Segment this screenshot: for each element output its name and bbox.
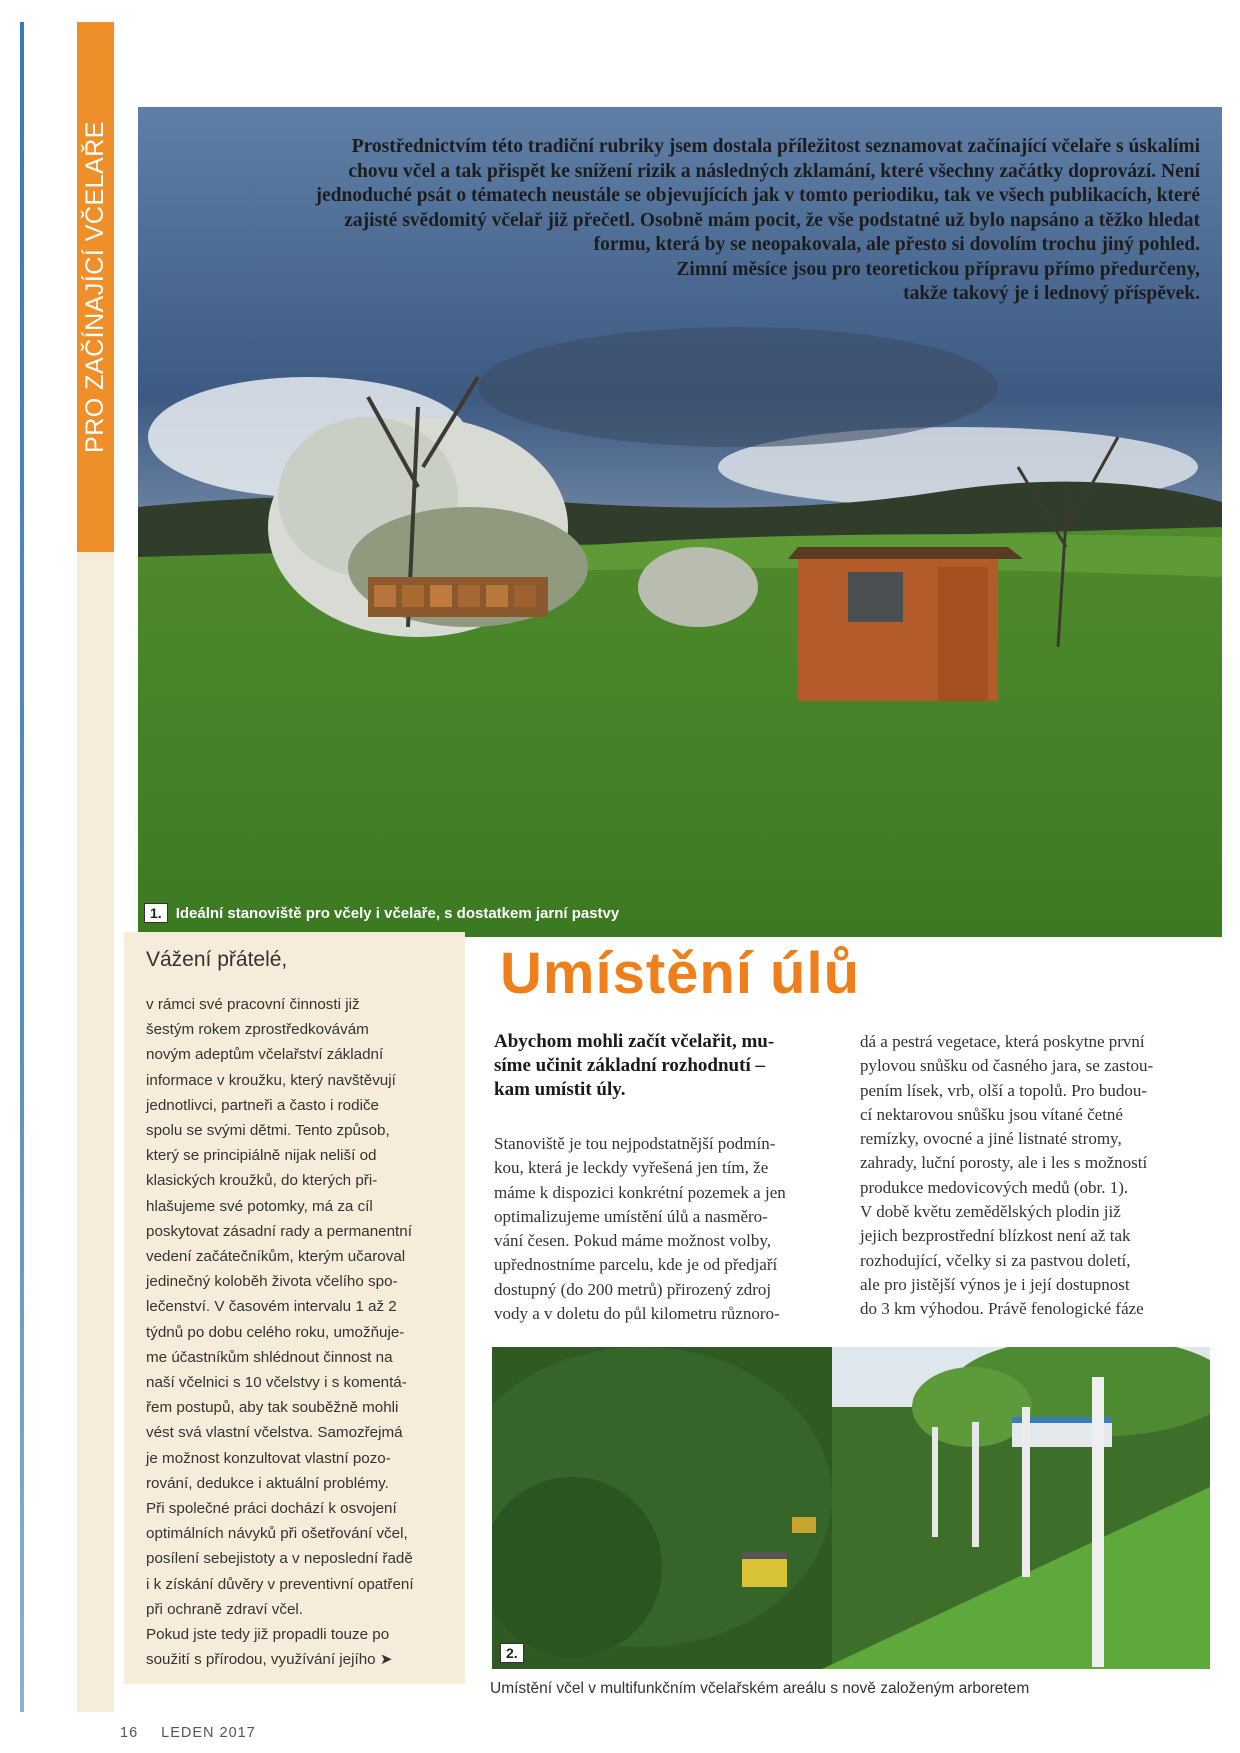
sidebar-line: posílení sebejistoty a v neposlední řadě bbox=[146, 1550, 413, 1568]
sidebar-line: jedinečný koloběh života včelího spo- bbox=[146, 1273, 398, 1291]
body-line: vání česen. Pokud máme možnost volby, bbox=[494, 1231, 771, 1251]
sidebar-line: soužití s přírodou, využívání jejího ➤ bbox=[146, 1651, 393, 1669]
sidebar-line: rování, dedukce i aktuální problémy. bbox=[146, 1474, 389, 1492]
sidebar-line: i k získání důvěry v preventivní opatření bbox=[146, 1575, 414, 1593]
body-line: optimalizujeme umístění úlů a nasměro- bbox=[494, 1206, 768, 1226]
section-tab bbox=[77, 22, 114, 552]
photo2-caption: Umístění včel v multifunkčním včelařském areálu s nově založeným arboretem bbox=[490, 1680, 1030, 1697]
sidebar-box bbox=[124, 932, 465, 1684]
body-line: kou, která je leckdy vyřešená jen tím, že bbox=[494, 1158, 769, 1178]
body-line: zahrady, luční porosty, ale i les s možností bbox=[860, 1153, 1148, 1173]
sidebar-line: vedení začátečníkům, kterým učaroval bbox=[146, 1248, 406, 1266]
sidebar-line: jednotlivci, partneři a často i rodiče bbox=[146, 1096, 379, 1114]
issue-label: LEDEN 2017 bbox=[161, 1725, 256, 1741]
body-line: pením lísek, vrb, olší a topolů. Pro budou- bbox=[860, 1080, 1148, 1100]
body-line: dostupný (do 200 metrů) přirozený zdroj bbox=[494, 1279, 772, 1299]
photo1-caption-text: Ideální stanoviště pro včely i včelaře, s dostatkem jarní pastvy bbox=[175, 904, 620, 922]
lead-line: Abychom mohli začít včelařit, mu- bbox=[494, 1031, 775, 1052]
sidebar-line: novým adeptům včelařství základní bbox=[146, 1046, 384, 1064]
sidebar-line: vést svá vlastní včelstva. Samozřejmá bbox=[146, 1424, 403, 1442]
article-title: Umístění úlů bbox=[500, 941, 861, 1006]
photo1-number: 1. bbox=[144, 903, 168, 923]
hero-photo bbox=[138, 107, 1222, 937]
sidebar-line: týdnů po dobu celého roku, umožňuje- bbox=[146, 1323, 405, 1341]
body-line: cí nektarovou snůšku jsou vítané četné bbox=[860, 1104, 1123, 1124]
page-edge-strip bbox=[20, 22, 24, 1712]
lead-line: síme učinit základní rozhodnutí – bbox=[494, 1055, 765, 1076]
intro-line: takže takový je i lednový příspěvek. bbox=[903, 283, 1200, 304]
sidebar-line: při ochraně zdraví včel. bbox=[146, 1600, 304, 1618]
sidebar-line: šestým rokem zprostředkovávám bbox=[146, 1021, 369, 1039]
column-1-text bbox=[494, 1132, 832, 1326]
sidebar-line: me účastníkům shlédnout činnost na bbox=[146, 1348, 393, 1366]
page-number: 16 bbox=[120, 1725, 139, 1741]
body-line: do 3 km výhodou. Právě fenologické fáze bbox=[860, 1299, 1144, 1319]
sidebar-line: řem postupů, aby tak souběžně mohli bbox=[146, 1399, 399, 1417]
sidebar-line: Při společné práci dochází k osvojení bbox=[146, 1500, 397, 1518]
page-footer bbox=[120, 1725, 256, 1741]
sidebar-line: v rámci své pracovní činnosti již bbox=[146, 996, 360, 1013]
sidebar-line: lečenství. V časovém intervalu 1 až 2 bbox=[146, 1298, 397, 1316]
section-label: PRO ZAČÍNAJÍCÍ VČELAŘE bbox=[81, 121, 109, 453]
body-line: produkce medovicových medů (obr. 1). bbox=[860, 1177, 1129, 1197]
intro-line: Zimní měsíce jsou pro teoretickou přípravu přímo předurčeny, bbox=[676, 258, 1200, 280]
intro-line: Prostřednictvím této tradiční rubriky jsem dostala příležitost seznamovat začínající včelaře s úskalími bbox=[351, 136, 1200, 157]
sidebar-text bbox=[146, 992, 451, 1672]
article-lead bbox=[494, 1030, 832, 1102]
article-column-2 bbox=[860, 1030, 1210, 1322]
intro-line: formu, která by se neopakovala, ale přesto si dovolím trochu jiný pohled. bbox=[593, 234, 1200, 255]
body-line: V době květu zemědělských plodin již bbox=[860, 1202, 1121, 1222]
intro-line: zajisté svědomitý včelař již přečetl. Osobně mám pocit, že vše podstatné už bylo napsáno a těžko hledat bbox=[344, 209, 1200, 231]
body-line: remízky, ovocné a jiné listnaté stromy, bbox=[860, 1129, 1122, 1149]
body-line: Stanoviště je tou nejpodstatnější podmín- bbox=[494, 1134, 776, 1153]
intro-line: chovu včel a tak přispět ke snížení rizik a následných zklamání, které všechny začátky doprovází. Není bbox=[348, 160, 1200, 182]
sidebar-line: spolu se svými dětmi. Tento způsob, bbox=[146, 1122, 390, 1140]
sidebar-line: optimálních návyků při ošetřování včel, bbox=[146, 1525, 408, 1543]
sidebar-line: naší včelnici s 10 včelstvy i s komentá- bbox=[146, 1374, 407, 1392]
intro-line: jednoduché psát o tématech neustále se objevujících jak v tomto periodiku, tak ve všech publikacích, které bbox=[315, 185, 1200, 206]
sidebar-line: poskytovat zásadní rady a permanentní bbox=[146, 1222, 412, 1240]
body-line: upřednostníme parcelu, kde je od předjaří bbox=[494, 1255, 778, 1275]
body-line: dá a pestrá vegetace, která poskytne první bbox=[860, 1032, 1145, 1051]
body-line: jejich bezprostřední blízkost není až tak bbox=[860, 1226, 1131, 1246]
intro-paragraph bbox=[200, 135, 1200, 307]
sidebar-line: klasických kroužků, do kterých při- bbox=[146, 1172, 378, 1190]
article-column-1 bbox=[494, 1030, 832, 1326]
photo2 bbox=[492, 1347, 1210, 1669]
photo2-number: 2. bbox=[500, 1643, 524, 1663]
side-decor-strip bbox=[77, 552, 114, 1712]
body-line: máme k dispozici konkrétní pozemek a jen bbox=[494, 1182, 786, 1202]
body-line: rozhodující, včelky si za pastvou doletí, bbox=[860, 1250, 1131, 1270]
body-line: vody a v doletu do půl kilometru různoro- bbox=[494, 1304, 780, 1324]
column-2-text bbox=[860, 1030, 1210, 1322]
sidebar-line: informace v kroužku, který navštěvují bbox=[146, 1071, 396, 1089]
body-line: ale pro jistější výnos je i její dostupnost bbox=[860, 1274, 1130, 1294]
sidebar-line: je možnost konzultovat vlastní pozo- bbox=[146, 1449, 391, 1467]
sidebar-greeting: Vážení přátelé, bbox=[146, 948, 288, 971]
photo1-caption bbox=[144, 903, 619, 923]
sidebar-line: Pokud jste tedy již propadli touze po bbox=[146, 1626, 390, 1644]
body-line: pylovou snůšku od časného jara, se zastou- bbox=[860, 1056, 1154, 1076]
lead-line: kam umístit úly. bbox=[494, 1079, 626, 1100]
sidebar-line: hlašujeme své potomky, má za cíl bbox=[146, 1197, 373, 1215]
arboretum-apiary-image bbox=[492, 1347, 1210, 1669]
sidebar-line: který se principiálně nijak neliší od bbox=[146, 1147, 377, 1165]
